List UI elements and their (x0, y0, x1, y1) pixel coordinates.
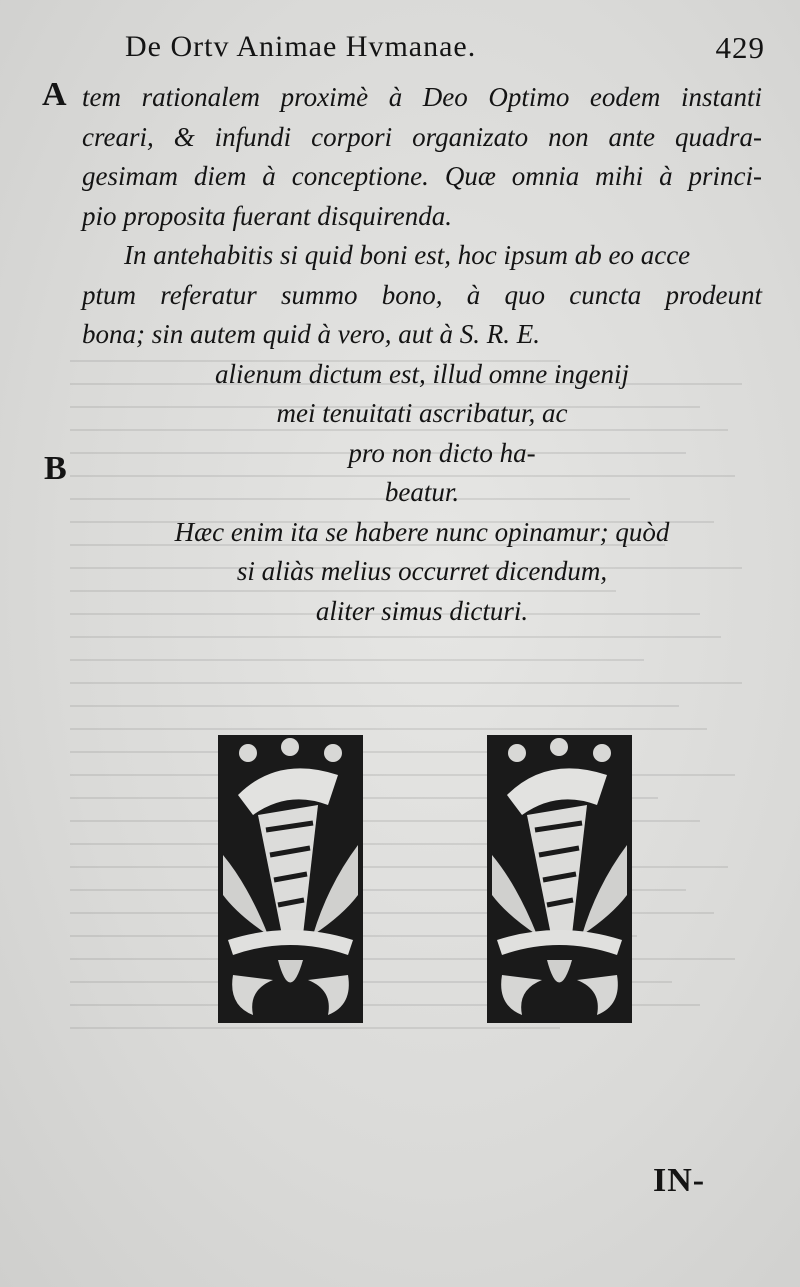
text-line: ptum referatur summo bono, à quo cuncta prodeunt (82, 279, 762, 310)
text-line: In antehabitis si quid boni est, hoc ipsum ab eo acce (124, 240, 691, 270)
text-line: gesimam diem à conceptione. Quæ omnia mihi à princi- (82, 161, 762, 191)
text-line: pio proposita fuerant disquirenda. (82, 200, 453, 231)
margin-letter-a: A (42, 76, 67, 113)
text-line: si aliàs melius occurret dicendum, (236, 556, 608, 586)
text-line: creari, & infundi corpori organizato non ante quadra- (82, 121, 762, 152)
margin-letter-b: B (44, 450, 67, 487)
woodcut-cornucopia-ornament (218, 735, 363, 1023)
text-line: bona; sin autem quid à vero, aut à S. R. E. (82, 319, 540, 349)
text-line: mei tenuitati ascribatur, ac (276, 398, 568, 428)
body-text (82, 78, 762, 631)
text-line: aliter simus dicturi. (315, 595, 529, 626)
running-head (125, 30, 765, 64)
page-number: 429 (715, 30, 765, 65)
woodcut-cornucopia-ornament (487, 735, 632, 1023)
text-line: Hæc enim ita se habere nunc opinamur; quòd (174, 516, 670, 547)
catchword: IN- (653, 1162, 706, 1199)
text-line: alienum dictum est, illud omne ingenij (215, 358, 629, 389)
text-line: pro non dicto ha- (348, 437, 536, 468)
text-line: tem rationalem proximè à Deo Optimo eodem instanti (82, 82, 762, 112)
running-title: De Ortv Animae Hvmanae. (125, 30, 477, 63)
text-line: beatur. (384, 477, 460, 507)
